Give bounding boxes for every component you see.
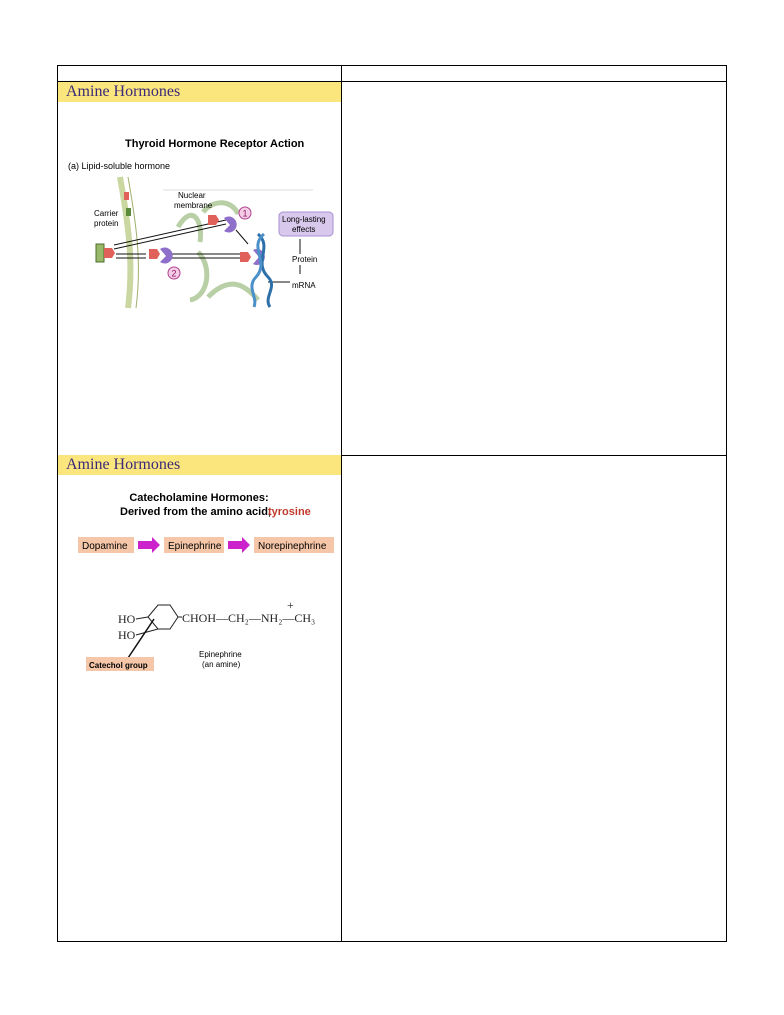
heading-line1: Catecholamine Hormones: (129, 492, 269, 504)
bond (136, 617, 148, 619)
heading-line2-prefix: Derived from the amino acid, (120, 506, 271, 518)
nuclear-membrane (190, 252, 207, 300)
hormone (240, 252, 251, 262)
tyrosine-label: tyrosine (268, 506, 311, 518)
side-chain: CHOH—CH₂—NH₂—CH₃ (182, 611, 316, 625)
step-1-label: 1 (242, 208, 248, 219)
membrane-marker (126, 208, 131, 216)
catechol-label: Catechol group (89, 661, 148, 670)
thyroid-receptor-diagram (58, 102, 341, 296)
figure-title: Thyroid Hormone Receptor Action (125, 138, 305, 150)
hormone (208, 215, 219, 225)
slide-thumbnail-2 (58, 455, 341, 670)
caption-line1: Epinephrine (199, 650, 242, 659)
nuclear-label: Nuclear (178, 191, 206, 200)
mrna-label: mRNA (292, 281, 316, 290)
pathway-arrow (228, 537, 250, 553)
hormone (104, 248, 115, 258)
pathway-arrow (138, 537, 160, 553)
pathway-epinephrine: Epinephrine (168, 541, 222, 552)
notes-area-1[interactable] (342, 83, 725, 453)
slide-title: Amine Hormones (58, 455, 341, 475)
pathway-dopamine: Dopamine (82, 541, 128, 552)
hormone (149, 249, 160, 259)
step-2-label: 2 (171, 268, 177, 279)
carrier-protein (96, 244, 104, 262)
notes-area-2[interactable] (342, 457, 725, 940)
slide-thumbnail-1 (58, 82, 341, 296)
hydroxyl-2: HO (118, 628, 136, 642)
membrane-marker (124, 192, 129, 200)
positive-charge: + (287, 598, 294, 612)
pathway-norepinephrine: Norepinephrine (258, 541, 327, 552)
carrier-protein-label: protein (94, 219, 119, 228)
membrane-label: membrane (174, 201, 213, 210)
benzene-ring (148, 605, 178, 629)
protein-label: Protein (292, 255, 318, 264)
figure-subtitle: (a) Lipid-soluble hormone (68, 161, 171, 171)
receptor (160, 248, 173, 264)
effects-label-line1: Long-lasting (282, 215, 326, 224)
hydroxyl-1: HO (118, 612, 136, 626)
slide-title: Amine Hormones (58, 82, 341, 102)
catecholamine-diagram (58, 475, 341, 670)
caption-line2: (an amine) (202, 660, 241, 669)
carrier-label: Carrier (94, 209, 119, 218)
effects-label-line2: effects (292, 225, 316, 234)
